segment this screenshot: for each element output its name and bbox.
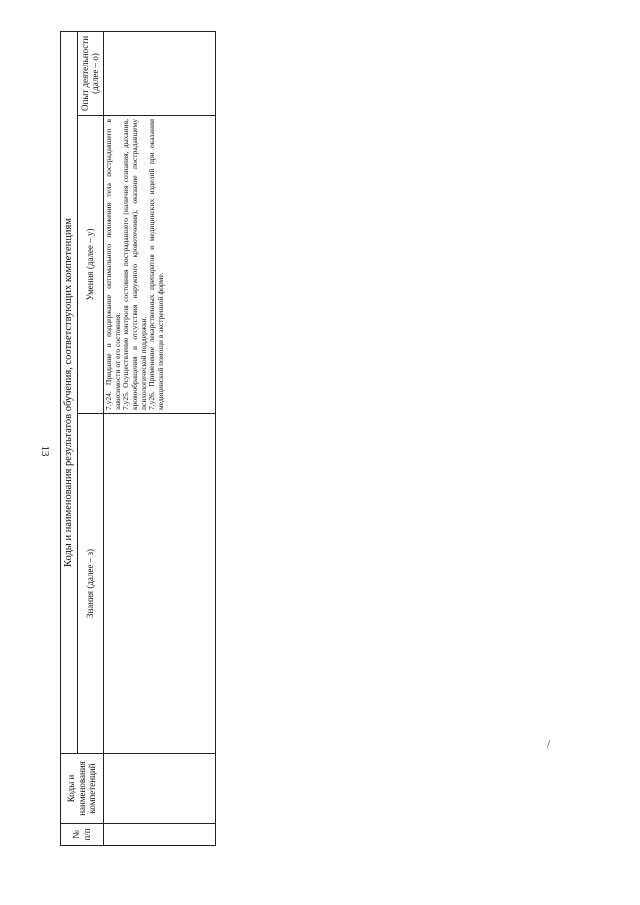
skill-item: 7.у24. Придание и поддержание оптимального положения тела пострадавшего в зависимости от его состояния.: [104, 119, 122, 410]
header-skills: Умения (далее – у): [77, 116, 103, 414]
skill-item: 7.у26. Применение лекарственных препаратов и медицинских изделий при оказании медицинской помощи в экстренной форме.: [147, 119, 165, 410]
cell-num: [104, 824, 216, 846]
competency-table: [60, 31, 216, 846]
cell-codes: [104, 754, 216, 824]
cell-skills: [104, 116, 216, 414]
header-num: № п/п: [61, 824, 104, 846]
header-experience: Опыт деятельности (далее – о): [77, 31, 103, 115]
header-results-group: Коды и наименования результатов обучения, соответствующих компетенциям: [61, 31, 78, 753]
header-codes: Коды и наименования компетенций: [61, 754, 104, 824]
header-knowledge: Знания (далее – з): [77, 414, 103, 754]
page-number: 13: [39, 445, 51, 457]
rotated-table-area: [60, 32, 640, 841]
header-row-1: [61, 31, 78, 845]
scan-mark: [547, 740, 551, 748]
cell-experience: [104, 31, 216, 115]
skill-item: 7.у25. Осуществление контроля состояния пострадавшего (наличия сознания, дыхания, кровообращения и отсутствия наружного кровотечения), оказание пострадавшему психологической поддержки.: [121, 119, 148, 410]
table-row: [104, 31, 216, 845]
cell-knowledge: [104, 414, 216, 754]
header-row-2: [77, 31, 103, 845]
